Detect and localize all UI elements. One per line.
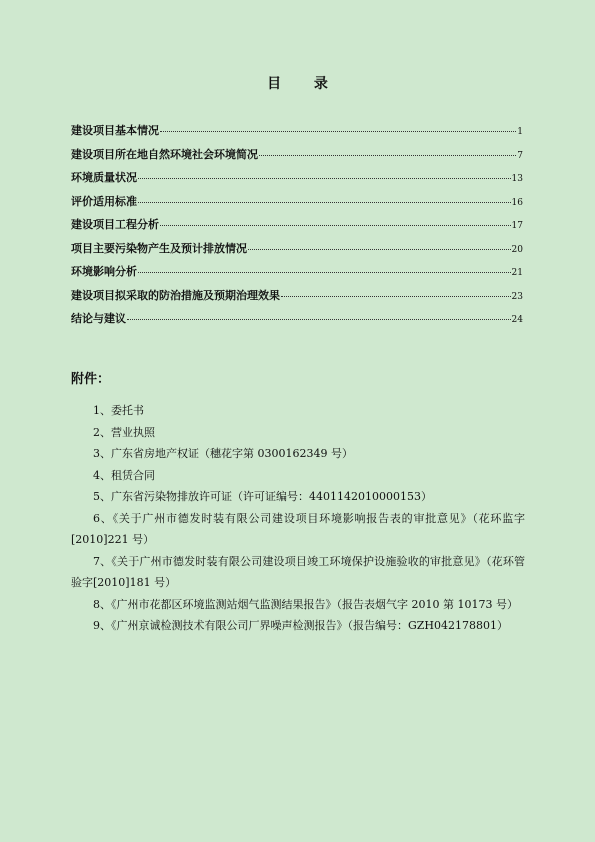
toc-entry[interactable] bbox=[71, 263, 523, 287]
toc-entry[interactable] bbox=[71, 310, 523, 334]
toc-leader-dots bbox=[138, 272, 511, 273]
toc-entry-page: 24 bbox=[511, 315, 523, 325]
attachment-item: 8、《广州市花都区环境监测站烟气监测结果报告》（报告表烟气字 2010 第 10173 号） bbox=[93, 597, 518, 611]
attachment-item: 4、租赁合同 bbox=[93, 468, 155, 482]
attachment-item: 1、委托书 bbox=[93, 404, 144, 417]
attachment-item: 3、广东省房地产权证（穗花字第 0300162349 号） bbox=[93, 447, 353, 460]
table-of-contents bbox=[71, 122, 523, 334]
attachment-item: 5、广东省污染物排放许可证（许可证编号：4401142010000153） bbox=[93, 490, 432, 503]
attachments-list bbox=[71, 400, 525, 637]
toc-entry-page: 21 bbox=[511, 268, 523, 278]
attachment-item: 7、《关于广州市德发时装有限公司建设项目竣工环境保护设施验收的审批意见》（花环管验字[2010]181 号） bbox=[71, 554, 525, 589]
toc-leader-dots bbox=[138, 178, 511, 179]
toc-leader-dots bbox=[259, 155, 516, 156]
toc-entry[interactable] bbox=[71, 240, 523, 264]
toc-entry-label: 建设项目工程分析 bbox=[71, 218, 159, 231]
toc-entry[interactable] bbox=[71, 216, 523, 240]
toc-entry-label: 评价适用标准 bbox=[71, 194, 137, 208]
toc-entry[interactable] bbox=[71, 287, 523, 311]
attachments-heading: 附件： bbox=[71, 372, 111, 387]
toc-entry[interactable] bbox=[71, 146, 523, 170]
attachment-item: 2、营业执照 bbox=[93, 425, 155, 439]
toc-leader-dots bbox=[281, 296, 511, 297]
toc-entry-page: 1 bbox=[517, 127, 523, 137]
toc-entry-page: 16 bbox=[511, 197, 523, 208]
toc-entry[interactable] bbox=[71, 193, 523, 217]
toc-entry-label: 结论与建议 bbox=[71, 312, 126, 325]
toc-leader-dots bbox=[248, 249, 511, 250]
toc-entry[interactable] bbox=[71, 169, 523, 193]
toc-leader-dots bbox=[127, 319, 511, 320]
attachment-item: 9、《广州京诚检测技术有限公司厂界噪声检测报告》（报告编号：GZH042178801） bbox=[93, 619, 509, 632]
toc-entry-label: 建设项目所在地自然环境社会环境简况 bbox=[71, 147, 258, 161]
toc-entry-page: 20 bbox=[511, 244, 523, 255]
toc-entry-page: 13 bbox=[511, 174, 523, 184]
toc-entry-label: 建设项目拟采取的防治措施及预期治理效果 bbox=[71, 288, 280, 302]
toc-entry-label: 项目主要污染物产生及预计排放情况 bbox=[71, 241, 247, 255]
toc-entry-label: 环境影响分析 bbox=[71, 265, 137, 278]
toc-leader-dots bbox=[160, 225, 511, 226]
attachment-item: 6、《关于广州市德发时装有限公司建设项目环境影响报告表的审批意见》（花环监字[2010]221 号） bbox=[71, 511, 525, 546]
toc-entry-page: 17 bbox=[511, 221, 523, 231]
toc-leader-dots bbox=[138, 202, 511, 203]
toc-entry-page: 23 bbox=[511, 291, 523, 302]
toc-entry[interactable] bbox=[71, 122, 523, 146]
toc-entry-page: 7 bbox=[517, 150, 523, 161]
toc-leader-dots bbox=[160, 131, 516, 132]
toc-entry-label: 环境质量状况 bbox=[71, 171, 137, 184]
toc-entry-label: 建设项目基本情况 bbox=[71, 124, 159, 137]
page-title: 目 录 bbox=[267, 76, 342, 92]
